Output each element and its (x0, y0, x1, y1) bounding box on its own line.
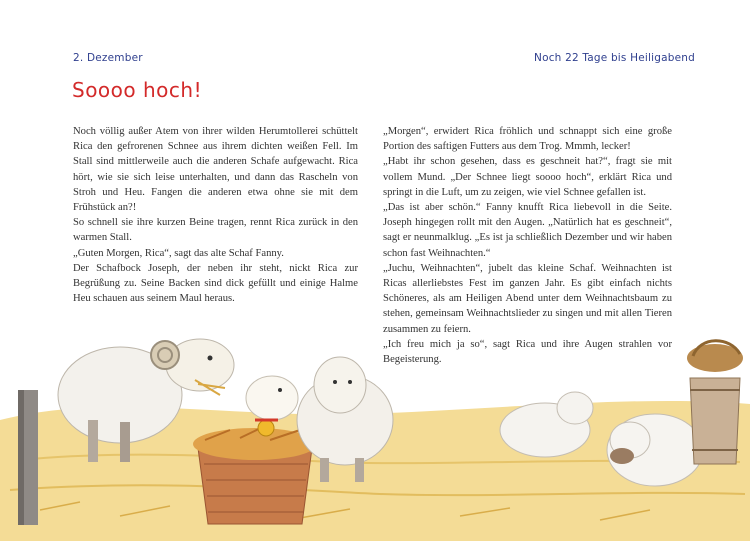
paragraph: „Habt ihr schon gesehen, dass es geschneit hat?“, fragt sie mit vollem Mund. „Der Schnee liegt soooo hoch“, erklärt Rica und springt in die Luft, um zu zeigen, wie viel Schnee gefallen ist. (383, 156, 672, 198)
paragraph: „Morgen“, erwidert Rica fröhlich und schnappt sich eine große Portion des saftigen Futters aus dem Trog. Mmmh, lecker! (383, 126, 672, 153)
sheep-stable-illustration (0, 280, 750, 541)
paragraph: „Juchu, Weihnachten“, jubelt das kleine Schaf. Weihnachten ist Ricas allerliebstes Fest im ganzen Jahr. Es gibt einfach nichts Schöneres, als am Heiligen Abend unter dem Weihnachtsbaum zu stehen, gemeinsam Weihnachtslieder zu singen und mit allen Tieren zusammen zu feiern. (383, 262, 672, 335)
hay-basket (193, 426, 317, 524)
days-countdown: Noch 22 Tage bis Heiligabend (534, 52, 695, 64)
wooden-tub (687, 341, 743, 464)
paragraph: „Guten Morgen, Rica“, sagt das alte Schaf Fanny. (73, 247, 284, 259)
chapter-date: 2. Dezember (73, 52, 143, 64)
bell (258, 420, 274, 436)
paragraph: Noch völlig außer Atem von ihrer wilden Herumtollerei schüttelt Rica den gefrorenen Schnee aus ihrem dichten weißen Fell. Im Stall sind mittlerweile auch die anderen Schafe aufgewacht. Rica hört, wie sie sich leise unterhalten, und dann das Rascheln von Stroh und Heu. Fangen die anderen etwa ohne sie mit dem Frühstück an?! (73, 126, 358, 214)
paragraph: „Ich freu mich ja so“, sagt Rica und ihre Augen strahlen vor Begeisterung. (383, 338, 672, 366)
paragraph: „Das ist aber schön.“ Fanny knufft Rica liebevoll in die Seite. Joseph hingegen rollt mit den Augen. „Natürlich hat es geschneit“, sagt er neunmalklug. „Es ist ja schließlich Dezember und wir haben schon fast Weihnachten.“ (383, 202, 672, 259)
paragraph: So schnell sie ihre kurzen Beine tragen, rennt Rica zurück in den warmen Stall. (73, 217, 358, 244)
paragraph: Der Schafbock Joseph, der neben ihr steht, nickt Rica zur Begrüßung zu. Seine Backen sind dick gefüllt und einige Halme Heu schauen aus seinem Maul heraus. (73, 262, 358, 305)
page-title: Soooo hoch! (72, 78, 203, 102)
